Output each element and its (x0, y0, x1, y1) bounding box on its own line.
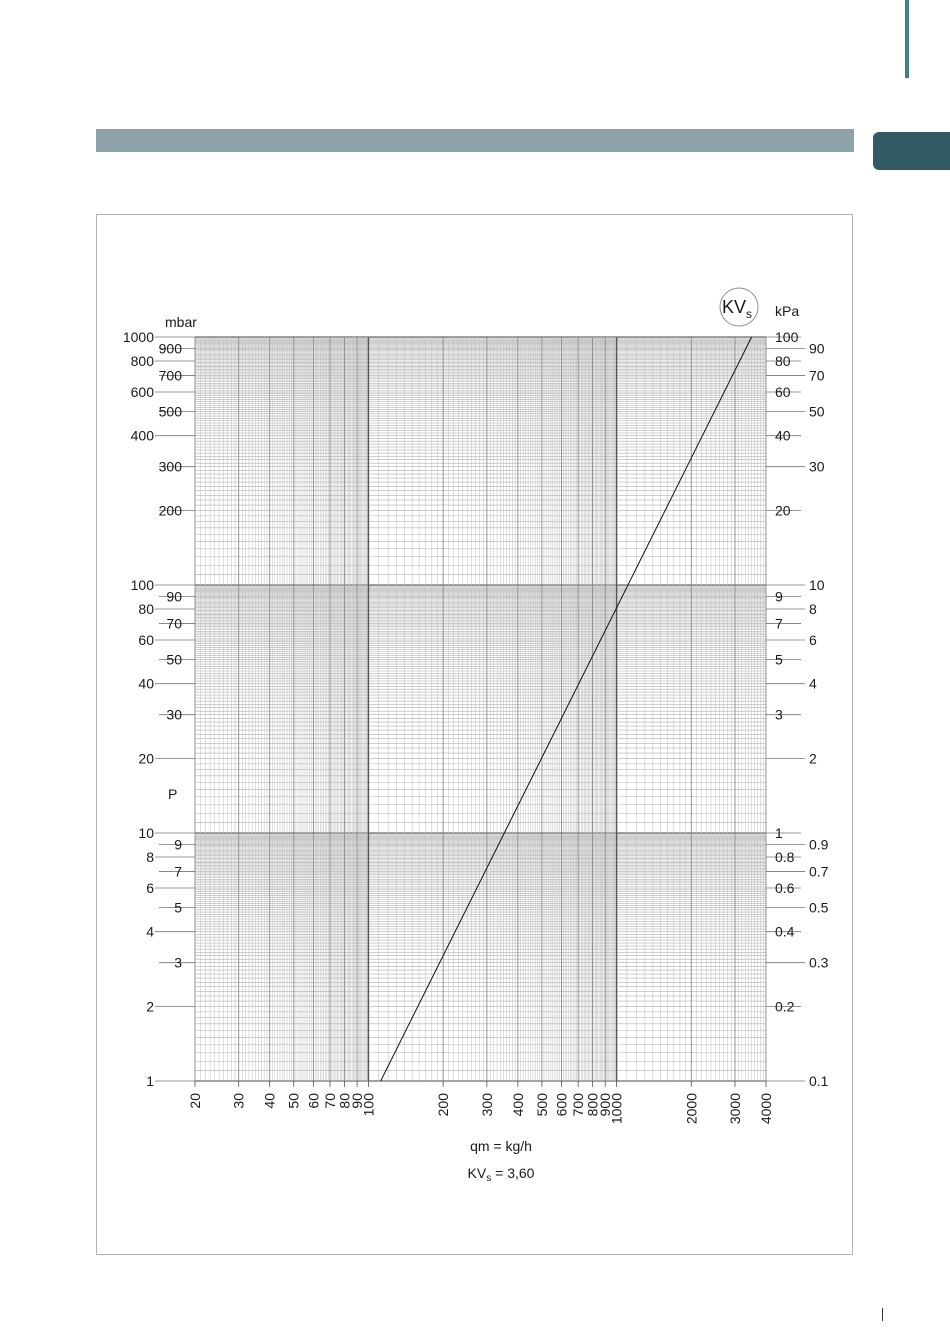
bottom-tick-label: 60 (305, 1093, 322, 1109)
left-tick-label: 400 (130, 427, 154, 444)
bottom-tick-label: 50 (285, 1093, 302, 1109)
left-tick-label: 80 (138, 601, 154, 618)
left-tick-label: 2 (146, 998, 154, 1015)
bottom-tick-label: 900 (597, 1093, 614, 1117)
section-tab (873, 132, 950, 170)
right-tick-label: 90 (809, 340, 825, 357)
left-tick-label: 40 (138, 675, 154, 692)
left-tick-label: 800 (130, 353, 154, 370)
left-tick-label: 70 (166, 615, 182, 632)
bottom-tick-label: 600 (553, 1093, 570, 1117)
right-tick-label: 70 (809, 367, 825, 384)
left-tick-label: 3 (174, 954, 182, 971)
bottom-tick-label: 4000 (758, 1093, 774, 1125)
left-tick-label: 60 (138, 632, 154, 649)
left-tick-label: 1000 (122, 329, 154, 345)
right-tick-label: 8 (809, 601, 817, 618)
kvs-value-note: $KV_s = 3,60$ (467, 1165, 535, 1184)
left-tick-label: 100 (130, 577, 154, 593)
left-tick-label: 1 (146, 1073, 154, 1089)
bottom-tick-label: 300 (478, 1093, 495, 1117)
right-tick-label: 2 (809, 750, 817, 767)
right-tick-label: 0.3 (809, 954, 829, 971)
bottom-tick-label: 2000 (683, 1093, 700, 1125)
left-tick-label: 90 (166, 588, 182, 605)
right-tick-label: 0.1 (809, 1073, 829, 1089)
bottom-tick-label: 40 (261, 1093, 278, 1109)
left-tick-label: 200 (158, 502, 182, 519)
bottom-tick-label: 3000 (726, 1093, 743, 1125)
left-axis-unit-label: mbar (165, 314, 197, 330)
section-header-band (96, 129, 854, 152)
series-line (381, 337, 752, 1081)
bottom-tick-label: 500 (533, 1093, 550, 1117)
right-tick-label: 5 (775, 651, 783, 668)
right-tick-label: 80 (775, 353, 791, 370)
right-tick-label: 0.9 (809, 836, 829, 853)
right-tick-label: 9 (775, 588, 783, 605)
left-tick-label: 300 (158, 458, 182, 475)
left-tick-label: 500 (158, 403, 182, 420)
left-tick-label: 8 (146, 849, 154, 866)
right-tick-label: 20 (775, 502, 791, 519)
bottom-tick-label: 700 (570, 1093, 587, 1117)
right-tick-label: 60 (775, 384, 791, 401)
pressure-flow-chart (97, 215, 854, 1256)
bottom-tick-label: 1000 (608, 1093, 625, 1125)
right-tick-label: 0.6 (775, 880, 795, 897)
left-tick-label: 7 (174, 863, 182, 880)
right-tick-label: 0.5 (809, 899, 829, 916)
right-tick-label: 1 (775, 825, 783, 841)
left-tick-label: 30 (166, 706, 182, 723)
bottom-tick-label: 400 (509, 1093, 526, 1117)
right-tick-label: 0.4 (775, 923, 795, 940)
left-tick-label: 9 (174, 836, 182, 853)
bottom-tick-label: 30 (230, 1093, 247, 1109)
left-tick-label: 700 (158, 367, 182, 384)
bottom-tick-label: 80 (336, 1093, 353, 1109)
right-axis-unit-label: kPa (775, 303, 800, 319)
left-tick-label: 5 (174, 899, 182, 916)
chart-frame (96, 214, 853, 1255)
left-tick-label: 4 (146, 923, 154, 940)
left-tick-label: 20 (138, 750, 154, 767)
right-tick-label: 0.8 (775, 849, 795, 866)
bottom-tick-label: 70 (322, 1093, 339, 1109)
right-tick-label: 10 (809, 577, 825, 593)
bottom-tick-label: 100 (360, 1093, 377, 1117)
left-tick-label: 900 (158, 340, 182, 357)
bottom-tick-label: 90 (349, 1093, 366, 1109)
right-tick-label: 0.7 (809, 863, 829, 880)
right-tick-label: 6 (809, 632, 817, 649)
left-tick-label: 50 (166, 651, 182, 668)
right-tick-label: 7 (775, 615, 783, 632)
right-tick-label: 3 (775, 706, 783, 723)
page-number-marker (882, 1308, 883, 1321)
kvs-badge-label: $KV_s$ (721, 297, 753, 321)
left-tick-label: 600 (130, 384, 154, 401)
top-accent-bar (905, 0, 909, 78)
right-tick-label: 4 (809, 675, 817, 692)
right-tick-label: 30 (809, 458, 825, 475)
x-axis-label: qm = kg/h (470, 1138, 532, 1154)
left-tick-label: 6 (146, 880, 154, 897)
bottom-tick-label: 800 (584, 1093, 601, 1117)
bottom-tick-label: 20 (187, 1093, 203, 1109)
bottom-tick-label: 200 (435, 1093, 452, 1117)
right-tick-label: 100 (775, 329, 799, 345)
left-axis-name-label: P (168, 786, 178, 802)
right-tick-label: 0.2 (775, 998, 795, 1015)
right-tick-label: 50 (809, 403, 825, 420)
right-tick-label: 40 (775, 427, 791, 444)
left-tick-label: 10 (138, 825, 154, 841)
